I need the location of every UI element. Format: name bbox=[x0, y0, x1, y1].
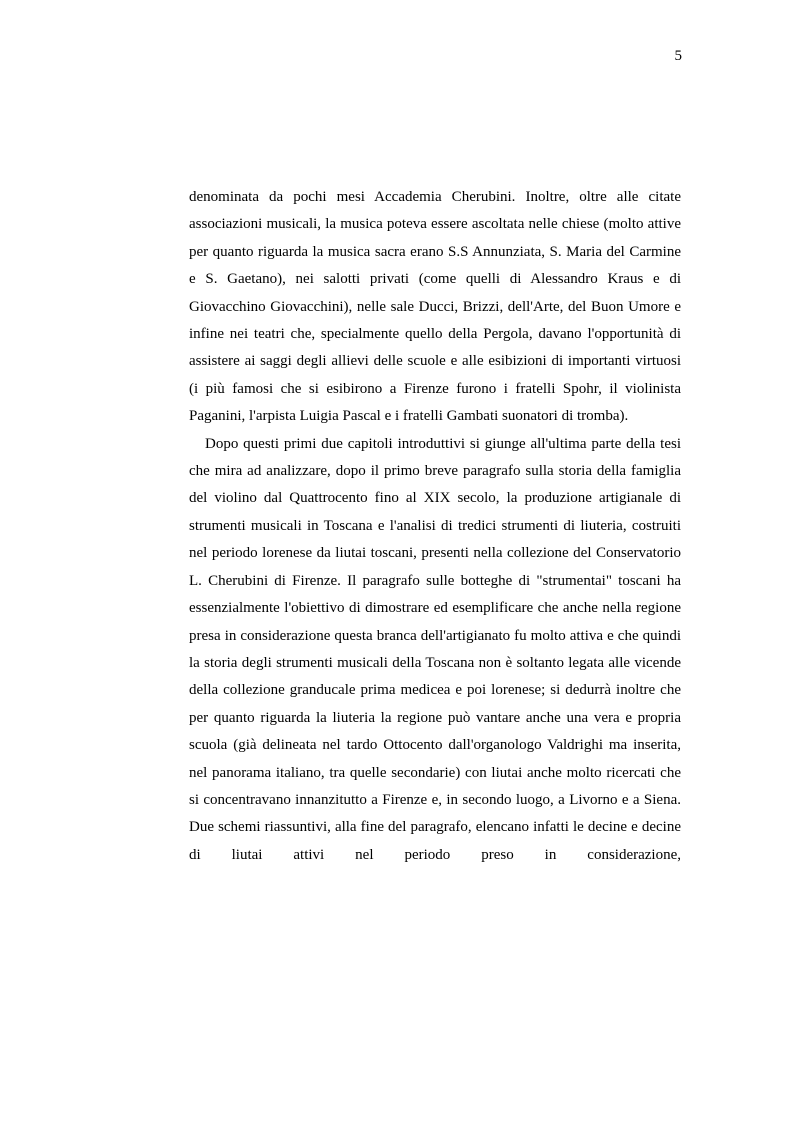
body-text bbox=[189, 184, 681, 869]
paragraph-accademia-cherubini: denominata da pochi mesi Accademia Cherubini. Inoltre, oltre alle citate associazioni musicali, la musica poteva essere ascoltata nelle chiese (molto attive per quanto riguarda la musica sacra erano S.S Annunziata, S. Maria del Carmine e S. Gaetano), nei salotti privati (come quelli di Alessandro Kraus e di Giovacchino Giovacchini), nelle sale Ducci, Brizzi, dell'Arte, del Buon Umore e infine nei teatri che, specialmente quello della Pergola, davano l'opportunità di assistere ai saggi degli allievi delle scuole e alle esibizioni di importanti virtuosi (i più famosi che si esibirono a Firenze furono i fratelli Spohr, il violinista Paganini, l'arpista Luigia Pascal e i fratelli Gambati suonatori di tromba). bbox=[189, 189, 681, 425]
paragraph-liuteria-toscana: Dopo questi primi due capitoli introduttivi si giunge all'ultima parte della tesi che mira ad analizzare, dopo il primo breve paragrafo sulla storia della famiglia del violino dal Quattrocento fino al XIX secolo, la produzione artigianale di strumenti musicali in Toscana e l'analisi di tredici strumenti di liuteria, costruiti nel periodo lorenese da liutai toscani, presenti nella collezione del Conservatorio L. Cherubini di Firenze. Il paragrafo sulle botteghe di "strumentai" toscani ha essenzialmente l'obiettivo di dimostrare ed esemplificare che anche nella regione presa in considerazione questa branca dell'artigianato fu molto attiva e che quindi la storia degli strumenti musicali della Toscana non è soltanto legata alle vicende della collezione granducale prima medicea e poi lorenese; si dedurrà inoltre che per quanto riguarda la liuteria la regione può vantare anche una vera e propria scuola (già delineata nel tardo Ottocento dall'organologo Valdrighi ma inserita, nel panorama italiano, tra quelle secondarie) con liutai anche molto ricercati che si concentravano innanzitutto a Firenze e, in secondo luogo, a Livorno e a Siena. Due schemi riassuntivi, alla fine del paragrafo, elencano infatti le decine e decine di liutai attivi nel periodo preso in considerazione, bbox=[189, 435, 681, 863]
page-number: 5 bbox=[674, 48, 682, 64]
